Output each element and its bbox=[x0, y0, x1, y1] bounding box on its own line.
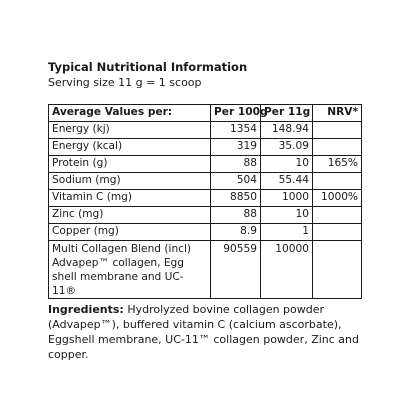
nutrient-name: Copper (mg) bbox=[49, 224, 211, 241]
value-per-100g: 90559 bbox=[211, 241, 261, 299]
ingredients-paragraph bbox=[48, 302, 378, 362]
nutrition-title: Typical Nutritional Information bbox=[48, 60, 248, 74]
value-per-11g: 55.44 bbox=[261, 173, 313, 190]
nutrient-name: Energy (kj) bbox=[49, 122, 211, 139]
header-nrv: NRV* bbox=[313, 105, 362, 122]
value-per-100g: 88 bbox=[211, 156, 261, 173]
header-average-values: Average Values per: bbox=[49, 105, 211, 122]
table-row bbox=[49, 224, 362, 241]
value-nrv: 165% bbox=[313, 156, 362, 173]
nutrient-name: Sodium (mg) bbox=[49, 173, 211, 190]
value-nrv bbox=[313, 139, 362, 156]
value-per-100g: 8850 bbox=[211, 190, 261, 207]
value-per-11g: 10 bbox=[261, 207, 313, 224]
value-per-100g: 1354 bbox=[211, 122, 261, 139]
value-nrv bbox=[313, 241, 362, 299]
header-per-100g: Per 100g bbox=[211, 105, 261, 122]
table-row bbox=[49, 173, 362, 190]
table-row bbox=[49, 207, 362, 224]
nutrient-name: Multi Collagen Blend (incl) Advapep™ collagen, Egg shell membrane and UC-11® bbox=[49, 241, 211, 299]
value-per-100g: 8.9 bbox=[211, 224, 261, 241]
value-per-11g: 10000 bbox=[261, 241, 313, 299]
value-per-11g: 148.94 bbox=[261, 122, 313, 139]
table-row bbox=[49, 122, 362, 139]
value-per-11g: 1 bbox=[261, 224, 313, 241]
ingredients-label: Ingredients: bbox=[48, 303, 124, 316]
nutrient-name: Protein (g) bbox=[49, 156, 211, 173]
nutrition-table bbox=[48, 104, 362, 299]
serving-size: Serving size 11 g = 1 scoop bbox=[48, 76, 202, 89]
nutrient-name: Vitamin C (mg) bbox=[49, 190, 211, 207]
value-per-100g: 319 bbox=[211, 139, 261, 156]
nutrient-name: Zinc (mg) bbox=[49, 207, 211, 224]
value-per-11g: 10 bbox=[261, 156, 313, 173]
table-row bbox=[49, 139, 362, 156]
value-nrv bbox=[313, 173, 362, 190]
table-header-row bbox=[49, 105, 362, 122]
value-per-100g: 88 bbox=[211, 207, 261, 224]
nutrient-name: Energy (kcal) bbox=[49, 139, 211, 156]
value-per-100g: 504 bbox=[211, 173, 261, 190]
table-row bbox=[49, 190, 362, 207]
table-row bbox=[49, 156, 362, 173]
value-nrv bbox=[313, 122, 362, 139]
value-nrv bbox=[313, 224, 362, 241]
header-per-11g: Per 11g bbox=[261, 105, 313, 122]
value-nrv: 1000% bbox=[313, 190, 362, 207]
table-row bbox=[49, 241, 362, 299]
ingredients-text: Hydrolyzed bovine collagen powder (Advapep™), buffered vitamin C (calcium ascorbate), Eggshell membrane, UC-11™ collagen powder, Zinc and copper. bbox=[48, 303, 359, 361]
value-per-11g: 35.09 bbox=[261, 139, 313, 156]
value-nrv bbox=[313, 207, 362, 224]
value-per-11g: 1000 bbox=[261, 190, 313, 207]
